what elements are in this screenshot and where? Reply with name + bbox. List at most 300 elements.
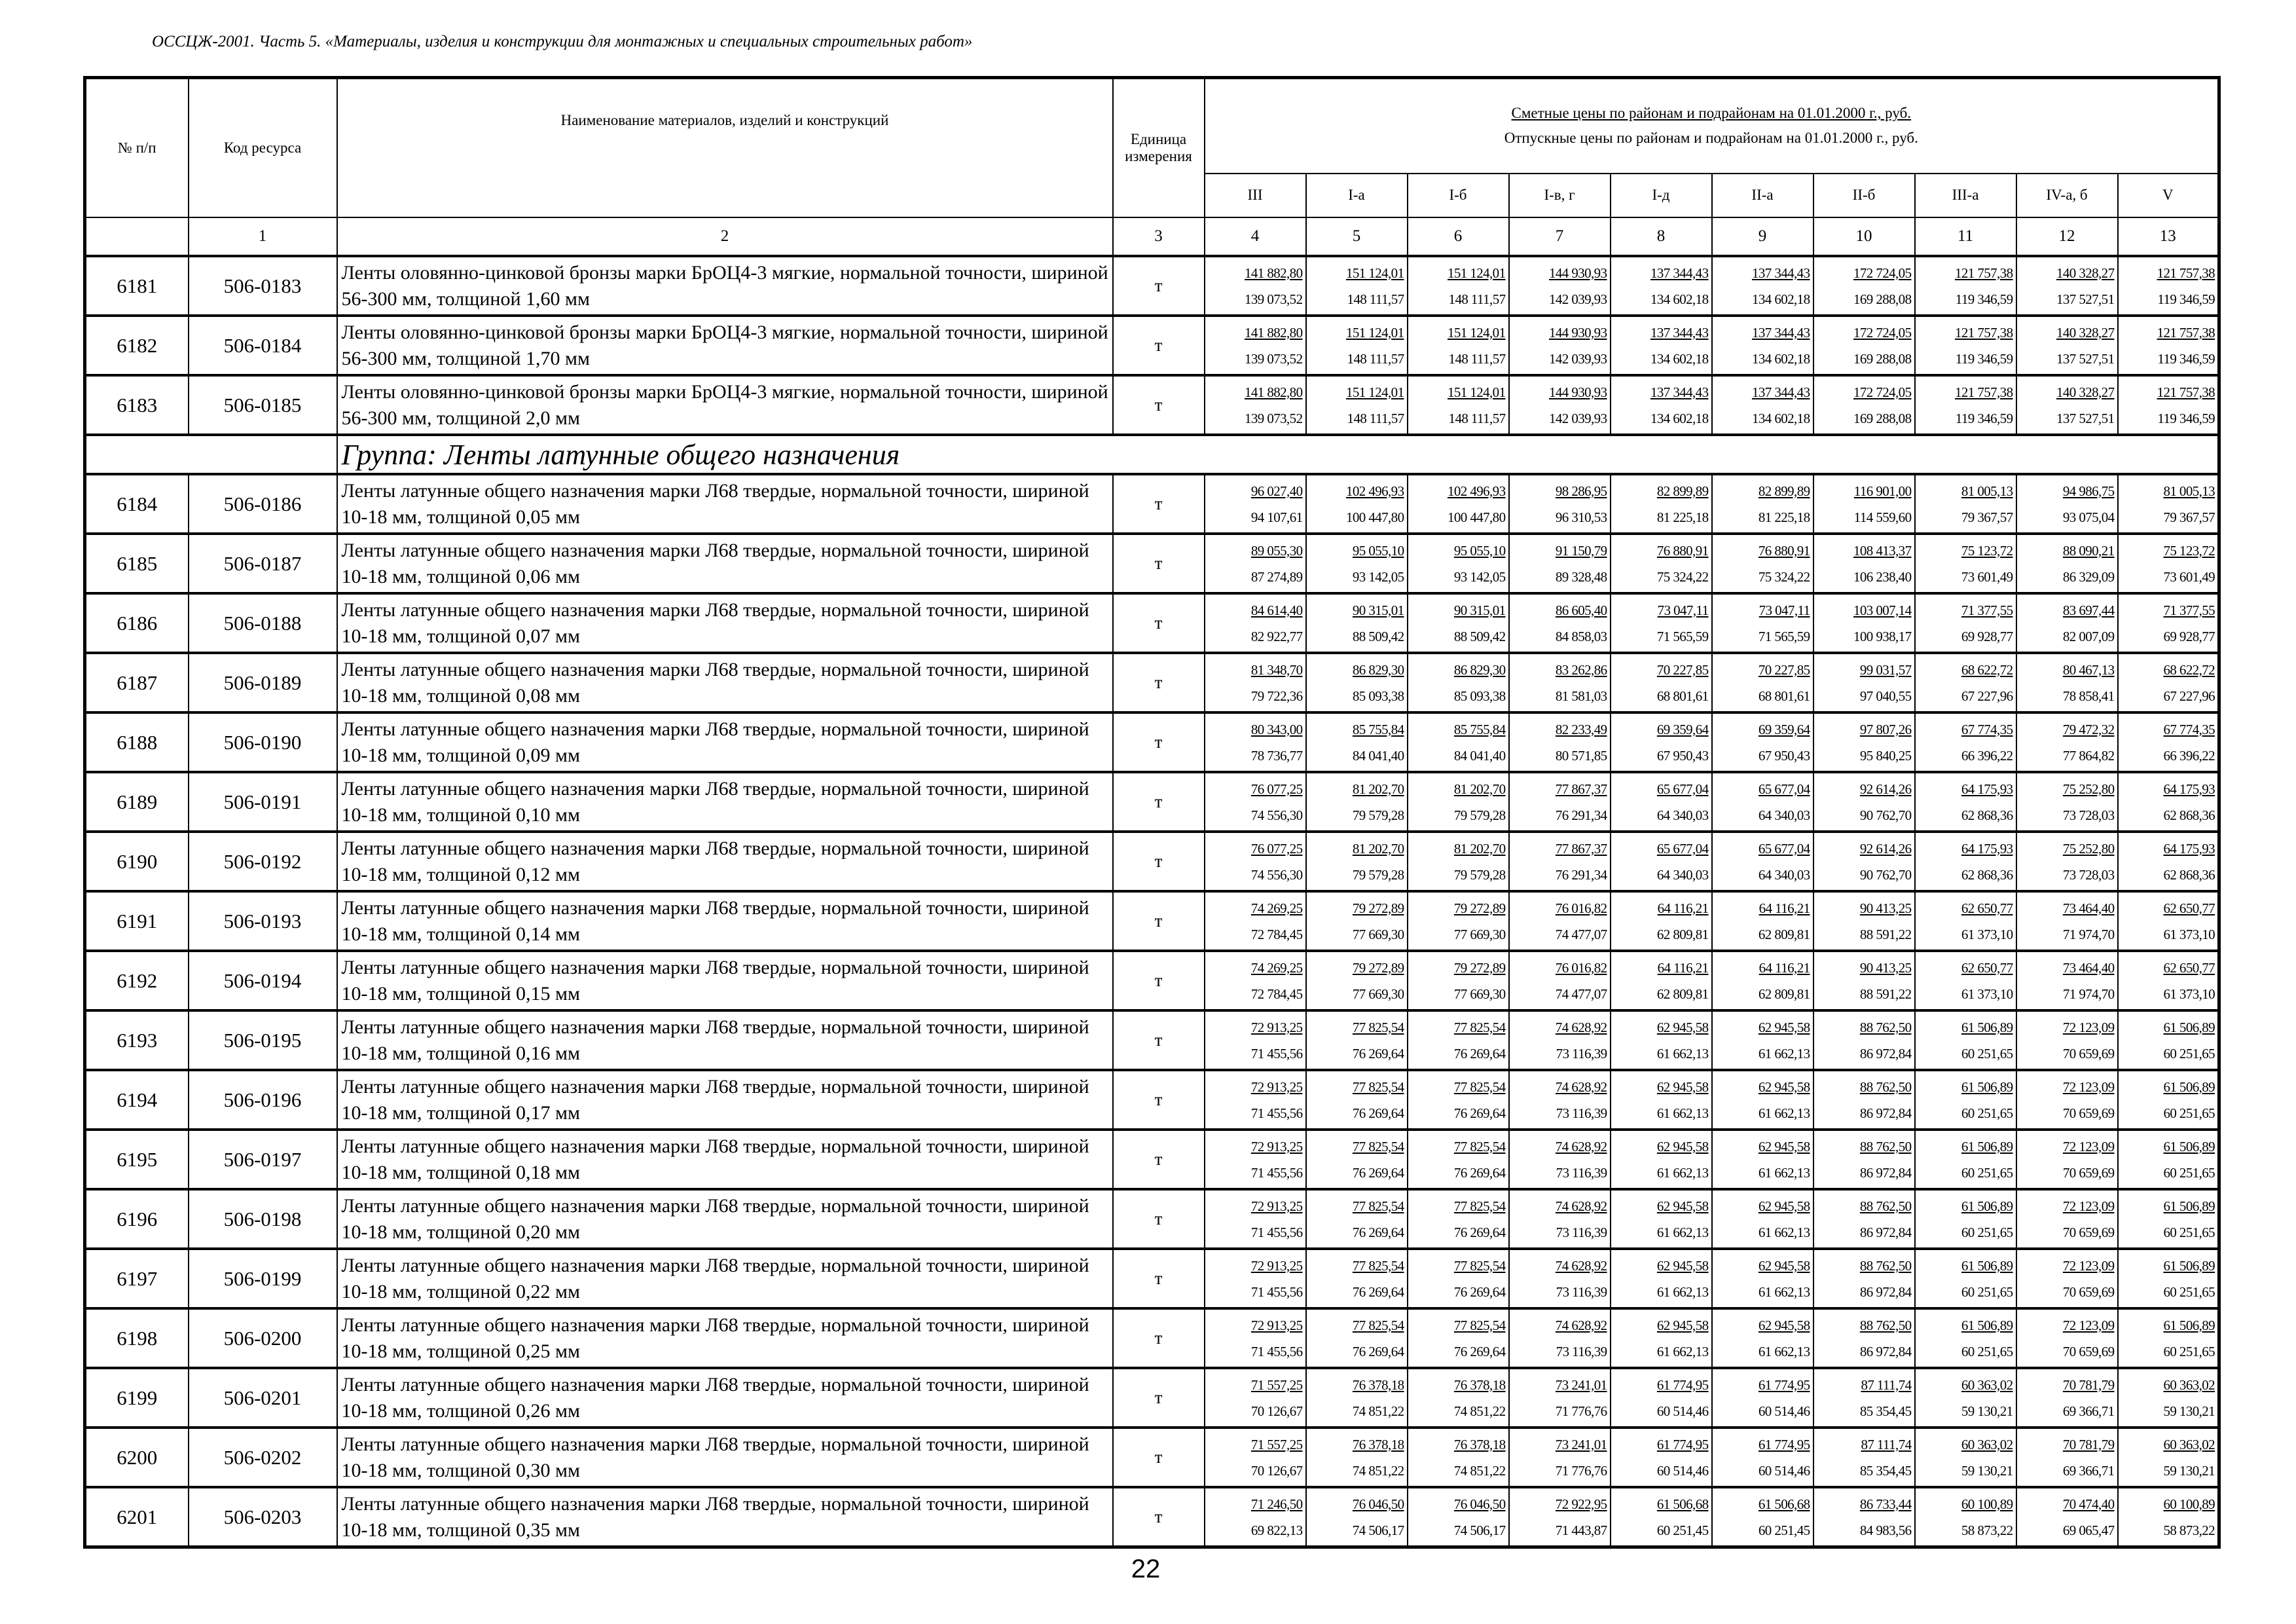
price-cell bbox=[1813, 1308, 1915, 1368]
estimate-price: 98 286,95 bbox=[1555, 483, 1607, 499]
price-cell bbox=[1306, 1428, 1408, 1487]
estimate-price: 68 622,72 bbox=[2163, 661, 2215, 678]
price-cell bbox=[1611, 712, 1712, 772]
estimate-price: 72 123,09 bbox=[2062, 1198, 2115, 1214]
release-price: 139 073,52 bbox=[1244, 291, 1303, 307]
price-cell bbox=[1509, 593, 1611, 653]
release-price: 70 659,69 bbox=[2062, 1045, 2115, 1061]
estimate-price: 140 328,27 bbox=[2056, 324, 2115, 341]
release-price: 69 065,47 bbox=[2062, 1522, 2115, 1538]
release-price: 62 809,81 bbox=[1758, 986, 1810, 1002]
price-cell bbox=[2118, 1189, 2219, 1249]
estimate-price: 121 757,38 bbox=[2157, 324, 2215, 341]
price-cell bbox=[1712, 951, 1813, 1010]
price-cell bbox=[1306, 375, 1408, 435]
price-cell bbox=[1712, 593, 1813, 653]
estimate-price: 72 123,09 bbox=[2062, 1019, 2115, 1035]
estimate-price: 76 046,50 bbox=[1352, 1496, 1404, 1512]
column-number: 1 bbox=[189, 217, 337, 256]
estimate-price: 79 472,32 bbox=[2062, 721, 2115, 737]
estimate-price: 74 628,92 bbox=[1555, 1317, 1607, 1333]
estimate-price: 61 506,89 bbox=[2163, 1317, 2215, 1333]
estimate-price: 86 733,44 bbox=[1859, 1496, 1912, 1512]
resource-code: 506-0184 bbox=[189, 316, 337, 375]
row-number: 6190 bbox=[85, 832, 189, 891]
estimate-price: 72 123,09 bbox=[2062, 1079, 2115, 1095]
release-price: 61 662,13 bbox=[1656, 1045, 1709, 1061]
price-cell bbox=[1712, 316, 1813, 375]
release-price: 61 662,13 bbox=[1758, 1283, 1810, 1300]
price-cell bbox=[1408, 375, 1509, 435]
price-cell bbox=[1712, 1070, 1813, 1130]
price-cell bbox=[2118, 1010, 2219, 1070]
price-cell bbox=[1306, 1010, 1408, 1070]
release-price: 134 602,18 bbox=[1751, 350, 1810, 367]
price-cell bbox=[1306, 1308, 1408, 1368]
price-cell bbox=[1813, 891, 1915, 951]
material-name: Ленты латунные общего назначения марки Л68 твердые, нормальной точности, шириной 10-18 мм, толщиной 0,25 мм bbox=[337, 1308, 1113, 1368]
material-name: Ленты латунные общего назначения марки Л68 твердые, нормальной точности, шириной 10-18 мм, толщиной 0,14 мм bbox=[337, 891, 1113, 951]
price-cell bbox=[1509, 474, 1611, 534]
estimate-price: 61 774,95 bbox=[1758, 1376, 1810, 1393]
estimate-price: 77 825,54 bbox=[1352, 1198, 1404, 1214]
price-cell bbox=[1509, 1189, 1611, 1249]
estimate-price: 61 774,95 bbox=[1656, 1376, 1709, 1393]
price-cell bbox=[2118, 951, 2219, 1010]
table-row bbox=[85, 1428, 2219, 1487]
row-number: 6200 bbox=[85, 1428, 189, 1487]
estimate-price: 72 913,25 bbox=[1250, 1317, 1303, 1333]
price-cell bbox=[1408, 891, 1509, 951]
unit-of-measure: т bbox=[1113, 1308, 1205, 1368]
release-price: 73 728,03 bbox=[2062, 866, 2115, 883]
price-cell bbox=[1915, 772, 2016, 832]
release-price: 68 801,61 bbox=[1656, 688, 1709, 704]
estimate-price: 73 241,01 bbox=[1555, 1436, 1607, 1452]
release-price: 93 142,05 bbox=[1453, 568, 1506, 585]
estimate-price: 140 328,27 bbox=[2056, 265, 2115, 281]
estimate-price: 77 825,54 bbox=[1453, 1317, 1506, 1333]
price-cell bbox=[1205, 951, 1306, 1010]
header-region: IV-а, б bbox=[2016, 174, 2118, 217]
table-row bbox=[85, 951, 2219, 1010]
price-cell bbox=[1306, 1368, 1408, 1428]
price-cell bbox=[1915, 1368, 2016, 1428]
release-price: 119 346,59 bbox=[2157, 350, 2215, 367]
release-price: 69 928,77 bbox=[2163, 628, 2215, 644]
resource-code: 506-0187 bbox=[189, 534, 337, 593]
header-region: II-б bbox=[1813, 174, 1915, 217]
price-cell bbox=[1915, 534, 2016, 593]
price-cell bbox=[2118, 653, 2219, 712]
unit-of-measure: т bbox=[1113, 653, 1205, 712]
resource-code: 506-0194 bbox=[189, 951, 337, 1010]
price-cell bbox=[1813, 1428, 1915, 1487]
price-cell bbox=[2016, 1487, 2118, 1547]
estimate-price: 79 272,89 bbox=[1352, 959, 1404, 976]
release-price: 61 662,13 bbox=[1656, 1283, 1709, 1300]
price-cell bbox=[2118, 1428, 2219, 1487]
price-cell bbox=[1306, 653, 1408, 712]
release-price: 87 274,89 bbox=[1250, 568, 1303, 585]
estimate-price: 62 945,58 bbox=[1656, 1317, 1709, 1333]
estimate-price: 61 506,89 bbox=[1961, 1019, 2013, 1035]
release-price: 60 251,65 bbox=[2163, 1283, 2215, 1300]
price-cell bbox=[1915, 375, 2016, 435]
release-price: 71 443,87 bbox=[1555, 1522, 1607, 1538]
estimate-price: 81 202,70 bbox=[1453, 840, 1506, 857]
estimate-price: 92 614,26 bbox=[1859, 781, 1912, 797]
release-price: 74 556,30 bbox=[1250, 866, 1303, 883]
release-price: 62 809,81 bbox=[1758, 926, 1810, 942]
estimate-price: 67 774,35 bbox=[1961, 721, 2013, 737]
price-cell bbox=[1306, 474, 1408, 534]
estimate-price: 62 650,77 bbox=[2163, 900, 2215, 916]
release-price: 86 972,84 bbox=[1859, 1224, 1912, 1240]
release-price: 71 974,70 bbox=[2062, 986, 2115, 1002]
header-region: II-а bbox=[1712, 174, 1813, 217]
price-cell bbox=[1611, 832, 1712, 891]
estimate-price: 141 882,80 bbox=[1244, 265, 1303, 281]
estimate-price: 90 413,25 bbox=[1859, 900, 1912, 916]
release-price: 71 776,76 bbox=[1555, 1403, 1607, 1419]
price-cell bbox=[2118, 1308, 2219, 1368]
release-price: 61 662,13 bbox=[1758, 1105, 1810, 1121]
estimate-price: 62 945,58 bbox=[1758, 1138, 1810, 1154]
release-price: 71 776,76 bbox=[1555, 1462, 1607, 1479]
price-cell bbox=[1408, 832, 1509, 891]
column-number: 9 bbox=[1712, 217, 1813, 256]
unit-of-measure: т bbox=[1113, 891, 1205, 951]
price-cell bbox=[1509, 1368, 1611, 1428]
estimate-price: 76 077,25 bbox=[1250, 840, 1303, 857]
release-price: 58 873,22 bbox=[2163, 1522, 2215, 1538]
release-price: 148 111,57 bbox=[1347, 350, 1404, 367]
release-price: 106 238,40 bbox=[1853, 568, 1912, 585]
header-prices-estimate: Сметные цены по районам и подрайонам на 01.01.2000 г., руб. bbox=[1511, 105, 1912, 122]
release-price: 169 288,08 bbox=[1853, 350, 1912, 367]
release-price: 71 455,56 bbox=[1250, 1105, 1303, 1121]
material-name: Ленты латунные общего назначения марки Л68 твердые, нормальной точности, шириной 10-18 мм, толщиной 0,09 мм bbox=[337, 712, 1113, 772]
estimate-price: 61 506,89 bbox=[1961, 1317, 2013, 1333]
release-price: 61 662,13 bbox=[1758, 1343, 1810, 1359]
release-price: 73 116,39 bbox=[1556, 1164, 1607, 1181]
estimate-price: 62 945,58 bbox=[1758, 1019, 1810, 1035]
estimate-price: 73 464,40 bbox=[2062, 959, 2115, 976]
estimate-price: 137 344,43 bbox=[1751, 324, 1810, 341]
unit-of-measure: т bbox=[1113, 951, 1205, 1010]
price-cell bbox=[1915, 653, 2016, 712]
estimate-price: 75 252,80 bbox=[2062, 840, 2115, 857]
material-name: Ленты оловянно-цинковой бронзы марки БрОЦ4-3 мягкие, нормальной точности, шириной 56-300 мм, толщиной 1,60 мм bbox=[337, 256, 1113, 316]
price-cell bbox=[2118, 1070, 2219, 1130]
price-cell bbox=[1813, 951, 1915, 1010]
table-row bbox=[85, 1368, 2219, 1428]
estimate-price: 85 755,84 bbox=[1352, 721, 1404, 737]
estimate-price: 60 100,89 bbox=[1961, 1496, 2013, 1512]
price-cell bbox=[1915, 1010, 2016, 1070]
estimate-price: 60 363,02 bbox=[1961, 1436, 2013, 1452]
estimate-price: 64 116,21 bbox=[1657, 900, 1709, 916]
estimate-price: 144 930,93 bbox=[1548, 265, 1607, 281]
estimate-price: 172 724,05 bbox=[1853, 384, 1912, 400]
release-price: 86 972,84 bbox=[1859, 1045, 1912, 1061]
release-price: 148 111,57 bbox=[1347, 410, 1404, 426]
estimate-price: 61 506,68 bbox=[1758, 1496, 1810, 1512]
release-price: 60 251,65 bbox=[2163, 1164, 2215, 1181]
unit-of-measure: т bbox=[1113, 1487, 1205, 1547]
table-row bbox=[85, 891, 2219, 951]
unit-of-measure: т bbox=[1113, 375, 1205, 435]
price-cell bbox=[2118, 316, 2219, 375]
price-cell bbox=[1408, 593, 1509, 653]
release-price: 81 225,18 bbox=[1758, 509, 1810, 525]
release-price: 69 822,13 bbox=[1250, 1522, 1303, 1538]
row-number: 6186 bbox=[85, 593, 189, 653]
estimate-price: 73 241,01 bbox=[1555, 1376, 1607, 1393]
row-number: 6193 bbox=[85, 1010, 189, 1070]
price-cell bbox=[1205, 1368, 1306, 1428]
price-cell bbox=[1813, 712, 1915, 772]
resource-code: 506-0201 bbox=[189, 1368, 337, 1428]
price-cell bbox=[1408, 653, 1509, 712]
column-number: 13 bbox=[2118, 217, 2219, 256]
estimate-price: 73 464,40 bbox=[2062, 900, 2115, 916]
price-cell bbox=[1915, 1308, 2016, 1368]
estimate-price: 81 005,13 bbox=[1961, 483, 2013, 499]
material-name: Ленты латунные общего назначения марки Л68 твердые, нормальной точности, шириной 10-18 мм, толщиной 0,30 мм bbox=[337, 1428, 1113, 1487]
release-price: 60 251,65 bbox=[1961, 1283, 2013, 1300]
release-price: 64 340,03 bbox=[1758, 807, 1810, 823]
release-price: 60 251,65 bbox=[1961, 1105, 2013, 1121]
release-price: 60 251,65 bbox=[1961, 1045, 2013, 1061]
price-cell bbox=[1611, 256, 1712, 316]
estimate-price: 70 474,40 bbox=[2062, 1496, 2115, 1512]
estimate-price: 81 202,70 bbox=[1352, 781, 1404, 797]
unit-of-measure: т bbox=[1113, 832, 1205, 891]
group-title: Группа: Ленты латунные общего назначения bbox=[337, 435, 2219, 474]
estimate-price: 151 124,01 bbox=[1447, 265, 1506, 281]
estimate-price: 79 272,89 bbox=[1453, 959, 1506, 976]
price-cell bbox=[1408, 474, 1509, 534]
estimate-price: 86 829,30 bbox=[1453, 661, 1506, 678]
price-cell bbox=[1408, 316, 1509, 375]
price-cell bbox=[1813, 593, 1915, 653]
estimate-price: 141 882,80 bbox=[1244, 384, 1303, 400]
release-price: 71 455,56 bbox=[1250, 1164, 1303, 1181]
estimate-price: 72 913,25 bbox=[1250, 1257, 1303, 1274]
estimate-price: 65 677,04 bbox=[1758, 781, 1810, 797]
resource-code: 506-0191 bbox=[189, 772, 337, 832]
price-cell bbox=[1306, 534, 1408, 593]
release-price: 78 736,77 bbox=[1250, 747, 1303, 764]
material-name: Ленты латунные общего назначения марки Л68 твердые, нормальной точности, шириной 10-18 мм, толщиной 0,22 мм bbox=[337, 1249, 1113, 1308]
release-price: 74 477,07 bbox=[1555, 986, 1607, 1002]
price-cell bbox=[1611, 1368, 1712, 1428]
material-name: Ленты латунные общего назначения марки Л68 твердые, нормальной точности, шириной 10-18 мм, толщиной 0,18 мм bbox=[337, 1130, 1113, 1189]
price-cell bbox=[1408, 534, 1509, 593]
table-row bbox=[85, 593, 2219, 653]
header-region: I-а bbox=[1306, 174, 1408, 217]
release-price: 61 662,13 bbox=[1656, 1224, 1709, 1240]
price-cell bbox=[1509, 1130, 1611, 1189]
unit-of-measure: т bbox=[1113, 534, 1205, 593]
release-price: 73 116,39 bbox=[1556, 1283, 1607, 1300]
estimate-price: 61 506,89 bbox=[2163, 1257, 2215, 1274]
estimate-price: 60 363,02 bbox=[2163, 1436, 2215, 1452]
price-cell bbox=[1306, 951, 1408, 1010]
release-price: 61 662,13 bbox=[1758, 1224, 1810, 1240]
release-price: 61 373,10 bbox=[1961, 926, 2013, 942]
release-price: 76 269,64 bbox=[1453, 1045, 1506, 1061]
header-region: III-а bbox=[1915, 174, 2016, 217]
unit-of-measure: т bbox=[1113, 1010, 1205, 1070]
release-price: 60 251,65 bbox=[2163, 1343, 2215, 1359]
estimate-price: 77 825,54 bbox=[1453, 1079, 1506, 1095]
release-price: 79 367,57 bbox=[2163, 509, 2215, 525]
estimate-price: 121 757,38 bbox=[1954, 265, 2013, 281]
estimate-price: 151 124,01 bbox=[1345, 324, 1404, 341]
release-price: 76 269,64 bbox=[1352, 1283, 1404, 1300]
price-cell bbox=[1611, 474, 1712, 534]
release-price: 73 728,03 bbox=[2062, 807, 2115, 823]
estimate-price: 75 123,72 bbox=[1961, 542, 2013, 559]
release-price: 70 659,69 bbox=[2062, 1164, 2115, 1181]
price-cell bbox=[1712, 1130, 1813, 1189]
estimate-price: 65 677,04 bbox=[1656, 781, 1709, 797]
resource-code: 506-0186 bbox=[189, 474, 337, 534]
release-price: 77 669,30 bbox=[1352, 986, 1404, 1002]
release-price: 75 324,22 bbox=[1758, 568, 1810, 585]
price-cell bbox=[1915, 256, 2016, 316]
price-cell bbox=[1611, 951, 1712, 1010]
release-price: 61 373,10 bbox=[2163, 926, 2215, 942]
price-cell bbox=[1712, 712, 1813, 772]
price-cell bbox=[1306, 593, 1408, 653]
price-cell bbox=[2016, 1010, 2118, 1070]
price-cell bbox=[1408, 1249, 1509, 1308]
price-cell bbox=[1509, 316, 1611, 375]
price-cell bbox=[1712, 1249, 1813, 1308]
row-number: 6197 bbox=[85, 1249, 189, 1308]
price-cell bbox=[1611, 1130, 1712, 1189]
price-cell bbox=[1813, 1070, 1915, 1130]
price-cell bbox=[1306, 1487, 1408, 1547]
release-price: 60 251,65 bbox=[1961, 1164, 2013, 1181]
estimate-price: 76 378,18 bbox=[1453, 1376, 1506, 1393]
resource-code: 506-0185 bbox=[189, 375, 337, 435]
price-cell bbox=[1205, 474, 1306, 534]
estimate-price: 75 123,72 bbox=[2163, 542, 2215, 559]
estimate-price: 89 055,30 bbox=[1250, 542, 1303, 559]
estimate-price: 144 930,93 bbox=[1548, 324, 1607, 341]
material-name: Ленты латунные общего назначения марки Л68 твердые, нормальной точности, шириной 10-18 мм, толщиной 0,15 мм bbox=[337, 951, 1113, 1010]
unit-of-measure: т bbox=[1113, 1428, 1205, 1487]
release-price: 84 041,40 bbox=[1453, 747, 1506, 764]
release-price: 100 938,17 bbox=[1853, 628, 1912, 644]
price-cell bbox=[2118, 375, 2219, 435]
resource-code: 506-0188 bbox=[189, 593, 337, 653]
release-price: 70 659,69 bbox=[2062, 1283, 2115, 1300]
release-price: 61 662,13 bbox=[1656, 1343, 1709, 1359]
estimate-price: 121 757,38 bbox=[2157, 265, 2215, 281]
estimate-price: 121 757,38 bbox=[2157, 384, 2215, 400]
release-price: 79 579,28 bbox=[1352, 866, 1404, 883]
estimate-price: 137 344,43 bbox=[1650, 324, 1709, 341]
estimate-price: 61 506,68 bbox=[1656, 1496, 1709, 1512]
estimate-price: 81 348,70 bbox=[1250, 661, 1303, 678]
release-price: 93 075,04 bbox=[2062, 509, 2115, 525]
unit-of-measure: т bbox=[1113, 1368, 1205, 1428]
price-cell bbox=[2118, 1249, 2219, 1308]
price-cell bbox=[2016, 951, 2118, 1010]
release-price: 134 602,18 bbox=[1650, 350, 1709, 367]
release-price: 142 039,93 bbox=[1548, 291, 1607, 307]
price-cell bbox=[1408, 712, 1509, 772]
release-price: 73 601,49 bbox=[2163, 568, 2215, 585]
release-price: 60 251,65 bbox=[2163, 1224, 2215, 1240]
release-price: 114 559,60 bbox=[1853, 509, 1912, 525]
price-cell bbox=[1408, 1189, 1509, 1249]
release-price: 82 922,77 bbox=[1250, 628, 1303, 644]
estimate-price: 94 986,75 bbox=[2062, 483, 2115, 499]
column-number-blank bbox=[85, 217, 189, 256]
price-cell bbox=[2016, 1368, 2118, 1428]
table-row bbox=[85, 1308, 2219, 1368]
release-price: 60 514,46 bbox=[1656, 1403, 1709, 1419]
row-number: 6187 bbox=[85, 653, 189, 712]
column-number: 12 bbox=[2016, 217, 2118, 256]
material-name: Ленты латунные общего назначения марки Л68 твердые, нормальной точности, шириной 10-18 мм, толщиной 0,07 мм bbox=[337, 593, 1113, 653]
release-price: 71 455,56 bbox=[1250, 1045, 1303, 1061]
price-cell bbox=[2016, 593, 2118, 653]
estimate-price: 71 557,25 bbox=[1250, 1436, 1303, 1452]
release-price: 73 116,39 bbox=[1556, 1045, 1607, 1061]
price-cell bbox=[1611, 375, 1712, 435]
price-cell bbox=[1509, 1428, 1611, 1487]
estimate-price: 76 880,91 bbox=[1656, 542, 1709, 559]
price-cell bbox=[1509, 1010, 1611, 1070]
estimate-price: 86 829,30 bbox=[1352, 661, 1404, 678]
price-cell bbox=[1306, 1070, 1408, 1130]
material-name: Ленты латунные общего назначения марки Л68 твердые, нормальной точности, шириной 10-18 мм, толщиной 0,16 мм bbox=[337, 1010, 1113, 1070]
row-number: 6185 bbox=[85, 534, 189, 593]
estimate-price: 73 047,11 bbox=[1657, 602, 1709, 618]
estimate-price: 62 945,58 bbox=[1656, 1198, 1709, 1214]
header-region: V bbox=[2118, 174, 2219, 217]
release-price: 71 565,59 bbox=[1656, 628, 1709, 644]
price-cell bbox=[1915, 1249, 2016, 1308]
price-cell bbox=[1509, 772, 1611, 832]
price-cell bbox=[2118, 256, 2219, 316]
price-cell bbox=[1712, 1487, 1813, 1547]
release-price: 137 527,51 bbox=[2056, 291, 2115, 307]
release-price: 74 851,22 bbox=[1352, 1403, 1404, 1419]
estimate-price: 82 899,89 bbox=[1758, 483, 1810, 499]
price-cell bbox=[1509, 1070, 1611, 1130]
price-cell bbox=[1712, 1368, 1813, 1428]
estimate-price: 172 724,05 bbox=[1853, 265, 1912, 281]
material-name: Ленты латунные общего назначения марки Л68 твердые, нормальной точности, шириной 10-18 мм, толщиной 0,35 мм bbox=[337, 1487, 1113, 1547]
estimate-price: 75 252,80 bbox=[2062, 781, 2115, 797]
price-cell bbox=[2016, 772, 2118, 832]
release-price: 84 041,40 bbox=[1352, 747, 1404, 764]
release-price: 71 455,56 bbox=[1250, 1283, 1303, 1300]
release-price: 76 269,64 bbox=[1352, 1105, 1404, 1121]
estimate-price: 103 007,14 bbox=[1853, 602, 1912, 618]
release-price: 76 269,64 bbox=[1352, 1224, 1404, 1240]
release-price: 86 972,84 bbox=[1859, 1164, 1912, 1181]
